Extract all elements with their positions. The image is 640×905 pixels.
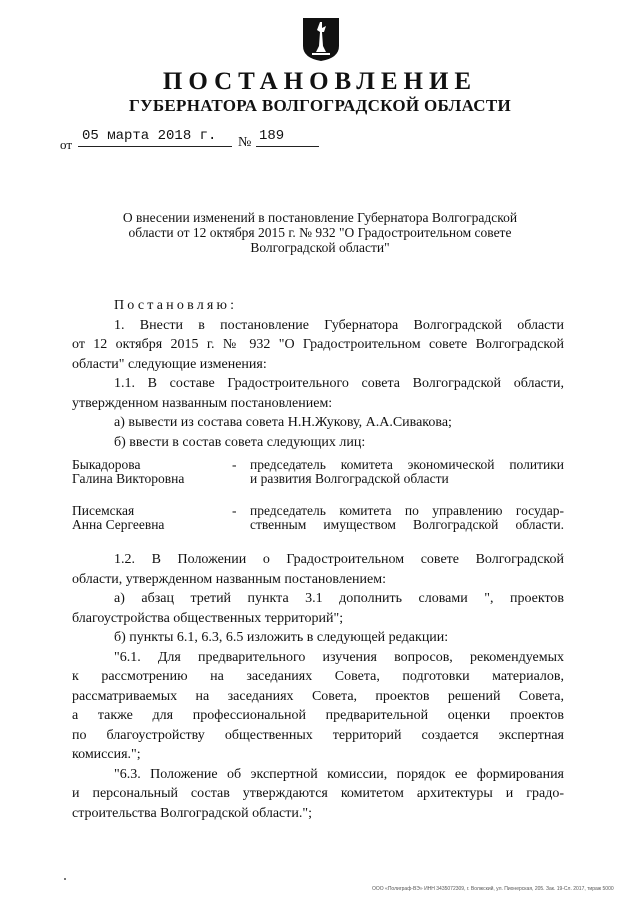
member-given-name: Анна Сергеевна [72, 517, 165, 532]
subject-line: О внесении изменений в постановление Губернатора Волгоградской [122, 210, 518, 225]
document-subtitle: ГУБЕРНАТОРА ВОЛГОГРАДСКОЙ ОБЛАСТИ [128, 96, 512, 115]
print-imprint: ООО «Полиграф-ВЭ» ИНН 3435072309, г. Волжский, ул. Пионерская, 205. Зак. 19-Сл. 2017, тираж 5000 [372, 886, 614, 892]
paragraph-6-1-line: "6.1. Для предварительного изучения вопросов, рекомендуемых [114, 649, 564, 665]
subject-line: Волгоградской области" [250, 240, 390, 255]
paragraph-1-1-b: б) ввести в состав совета следующих лиц: [114, 434, 366, 450]
member-role-line: председатель комитета экономической политики [250, 457, 564, 472]
paragraph-1-2-line: 1.2. В Положении о Градостроительном совете Волгоградской [114, 552, 564, 567]
paragraph-6-1-line: комиссия."; [72, 747, 141, 762]
member-entry [72, 458, 564, 486]
paragraph-1-1-line: утвержденном названным постановлением: [72, 395, 333, 411]
scan-speck [64, 878, 66, 880]
member-dash: - [232, 457, 237, 472]
subject-line: области от 12 октября 2015 г. № 932 "О Градостроительном совете [128, 225, 512, 240]
document-body [72, 296, 564, 823]
member-entry [72, 504, 564, 532]
paragraph-1-1-line: 1.1. В составе Градостроительного совета Волгоградской области, [114, 376, 564, 391]
document-subject [90, 210, 550, 255]
paragraph-1-line: 1. Внести в постановление Губернатора Волгоградской области [114, 317, 564, 333]
member-surname: Быкадорова [72, 457, 141, 472]
member-surname: Писемская [72, 503, 135, 518]
document-number: 189 [256, 128, 319, 147]
members-list [72, 458, 564, 532]
paragraph-1-2-line: области, утвержденном названным постановлением: [72, 571, 386, 587]
document-date: 05 марта 2018 г. [78, 128, 232, 147]
paragraph-1-2-a-line: а) абзац третий пункта 3.1 дополнить словами ", проектов [114, 591, 564, 606]
member-dash: - [232, 503, 237, 518]
paragraph-6-3-line: строительства Волгоградской области."; [72, 805, 312, 821]
paragraph-1-2-b: б) пункты 6.1, 6.3, 6.5 изложить в следующей редакции: [114, 630, 449, 645]
member-role-line: и развития Волгоградской области [250, 471, 449, 486]
paragraph-6-1-line: по благоустройству общественных территорий создается экспертная [72, 727, 564, 743]
member-given-name: Галина Викторовна [72, 471, 185, 486]
member-role [250, 458, 564, 486]
member-role [250, 504, 564, 532]
member-role-line: ственным имуществом Волгоградской области. [250, 517, 564, 532]
paragraph-6-1-line: а также для профессиональной предварительной оценки проектов [72, 708, 564, 723]
member-name [72, 458, 232, 486]
paragraph-6-1-line: рассматриваемых на заседаниях Совета, проектов решений Совета, [72, 688, 564, 704]
volgograd-emblem-icon [300, 16, 342, 62]
paragraph-1-1-a: а) вывести из состава совета Н.Н.Жукову, А.А.Сивакова; [114, 415, 452, 430]
decree-intro: Постановляю: [114, 298, 238, 313]
paragraph-6-1-line: к рассмотрению на заседаниях Совета, подготовки материалов, [72, 669, 564, 684]
number-label: № [238, 135, 252, 150]
paragraph-1-line: от 12 октября 2015 г. № 932 "О Градостроительном совете Волгоградской [72, 337, 564, 352]
paragraph-6-3-line: и персональный состав утверждаются комитетом архитектуры и градо- [72, 786, 564, 801]
date-prefix-label: от [60, 137, 73, 152]
paragraph-1-2-a-line: благоустройства общественных территорий"; [72, 610, 344, 626]
document-title: ПОСТАНОВЛЕНИЕ [162, 68, 478, 95]
paragraph-1-line: области" следующие изменения: [72, 356, 267, 372]
member-name [72, 504, 232, 532]
paragraph-6-3-line: "6.3. Положение об экспертной комиссии, порядок ее формирования [114, 766, 564, 782]
member-role-line: председатель комитета по управлению государ- [250, 503, 564, 518]
